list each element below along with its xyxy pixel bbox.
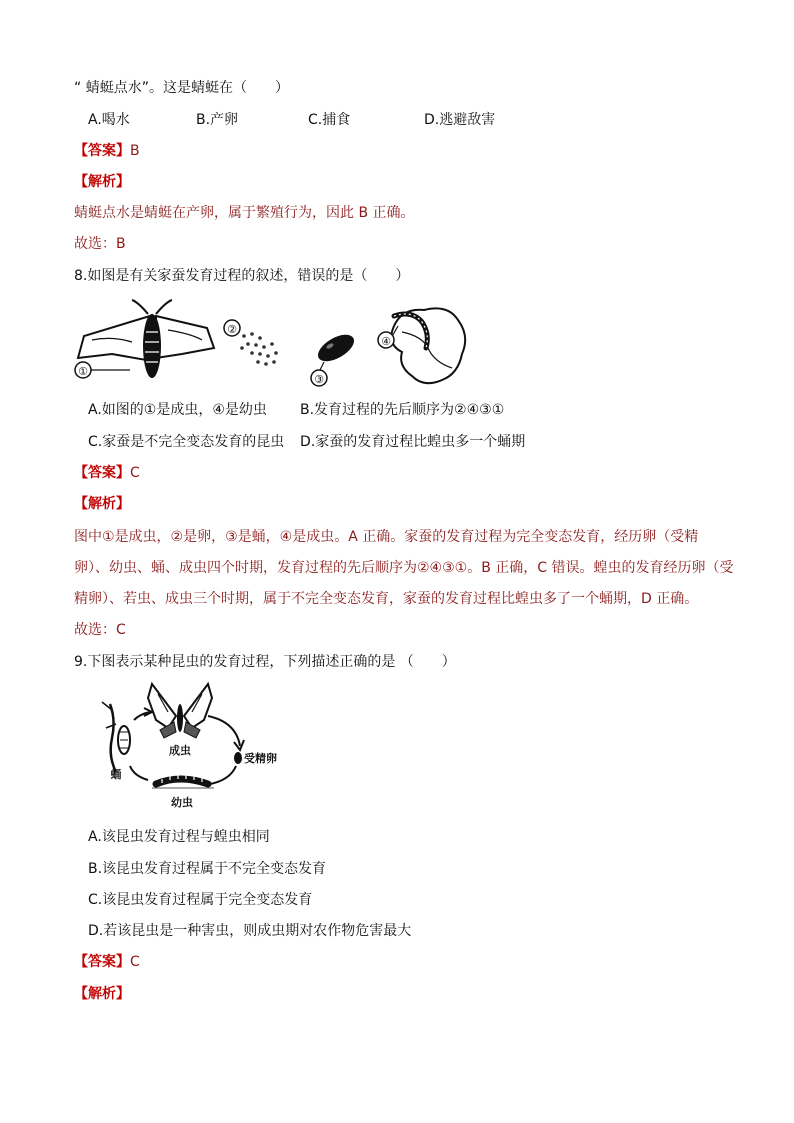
q9-stem: 9.下图表示某种昆虫的发育过程，下列描述正确的是 （ ） bbox=[74, 654, 456, 670]
label-egg: 受精卵 bbox=[244, 752, 277, 765]
arrow-egg-to-larva bbox=[210, 766, 236, 784]
q7-stem: “ 蜻蜓点水”。这是蜻蜓在（ ） bbox=[74, 80, 289, 96]
figure-label-1: ① bbox=[78, 365, 88, 378]
label-pupa: 蛹 bbox=[110, 768, 122, 781]
arrow-adult-to-egg bbox=[208, 716, 240, 746]
q7-final: 故选：B bbox=[74, 236, 126, 252]
silkworm-pupa-image bbox=[314, 329, 359, 370]
q7-analysis: 蜻蜓点水是蜻蜓在产卵，属于繁殖行为，因此 B 正确。 bbox=[74, 205, 415, 221]
q8-option-d: D.家蚕的发育过程比蝗虫多一个蛹期 bbox=[300, 434, 526, 450]
silkworm-larva-on-leaf-image bbox=[390, 308, 465, 383]
q7-option-a: A.喝水 bbox=[88, 112, 130, 128]
pupa-on-twig-image bbox=[102, 702, 130, 772]
answer-tag: 【答案】 bbox=[74, 143, 130, 159]
q9-analysis-tag: 【解析】 bbox=[74, 986, 130, 1002]
figure-label-3: ③ bbox=[314, 373, 324, 386]
q7-option-d: D.逃避敌害 bbox=[424, 112, 496, 128]
q8-final: 故选：C bbox=[74, 622, 126, 638]
q7-analysis-tag: 【解析】 bbox=[74, 174, 130, 190]
label-adult: 成虫 bbox=[169, 744, 191, 757]
answer-value: B bbox=[130, 143, 140, 159]
q9-option-a: A.该昆虫发育过程与蝗虫相同 bbox=[88, 829, 270, 845]
caterpillar-larva-image bbox=[152, 775, 214, 788]
q8-option-b: B.发育过程的先后顺序为②④③① bbox=[300, 402, 505, 418]
q8-analysis-line-2: 卵）、幼虫、蛹、成虫四个时期，发育过程的先后顺序为②④③①。B 正确，C 错误。蝗虫的发育经历卵（受 bbox=[74, 560, 734, 576]
q8-analysis-tag: 【解析】 bbox=[74, 496, 130, 512]
answer-tag: 【答案】 bbox=[74, 465, 130, 481]
q8-answer bbox=[74, 463, 140, 483]
q7-option-b: B.产卵 bbox=[196, 112, 239, 128]
answer-value: C bbox=[130, 954, 140, 970]
q8-option-c: C.家蚕是不完全变态发育的昆虫 bbox=[88, 434, 285, 450]
silkworm-moth-image bbox=[78, 300, 214, 378]
silkworm-lifecycle-figure bbox=[72, 296, 482, 394]
q8-analysis-line-1: 图中①是成虫，②是卵，③是蛹，④是成虫。A 正确。家蚕的发育过程为完全变态发育，经历卵（受精 bbox=[74, 529, 699, 545]
q8-analysis-line-3: 精卵）、若虫、成虫三个时期，属于不完全变态发育，家蚕的发育过程比蝗虫多了一个蛹期，D 正确。 bbox=[74, 591, 699, 607]
q8-stem: 8.如图是有关家蚕发育过程的叙述，错误的是（ ） bbox=[74, 268, 410, 284]
answer-tag: 【答案】 bbox=[74, 954, 130, 970]
q7-option-c: C.捕食 bbox=[308, 112, 351, 128]
silkworm-eggs-image bbox=[240, 332, 278, 366]
q7-answer bbox=[74, 141, 140, 161]
label-larva: 幼虫 bbox=[171, 796, 193, 809]
q9-option-d: D.若该昆虫是一种害虫，则成虫期对农作物危害最大 bbox=[88, 923, 412, 939]
q9-option-c: C.该昆虫发育过程属于完全变态发育 bbox=[88, 892, 313, 908]
answer-value: C bbox=[130, 465, 140, 481]
butterfly-adult-image bbox=[148, 684, 212, 738]
q9-answer bbox=[74, 952, 140, 972]
q9-option-b: B.该昆虫发育过程属于不完全变态发育 bbox=[88, 861, 327, 877]
egg-image bbox=[234, 752, 242, 764]
q8-option-a: A.如图的①是成虫，④是幼虫 bbox=[88, 402, 267, 418]
arrow-larva-to-pupa bbox=[130, 766, 148, 780]
figure-label-2: ② bbox=[227, 323, 237, 336]
figure-label-4: ④ bbox=[381, 335, 391, 348]
insect-lifecycle-figure bbox=[90, 680, 290, 814]
